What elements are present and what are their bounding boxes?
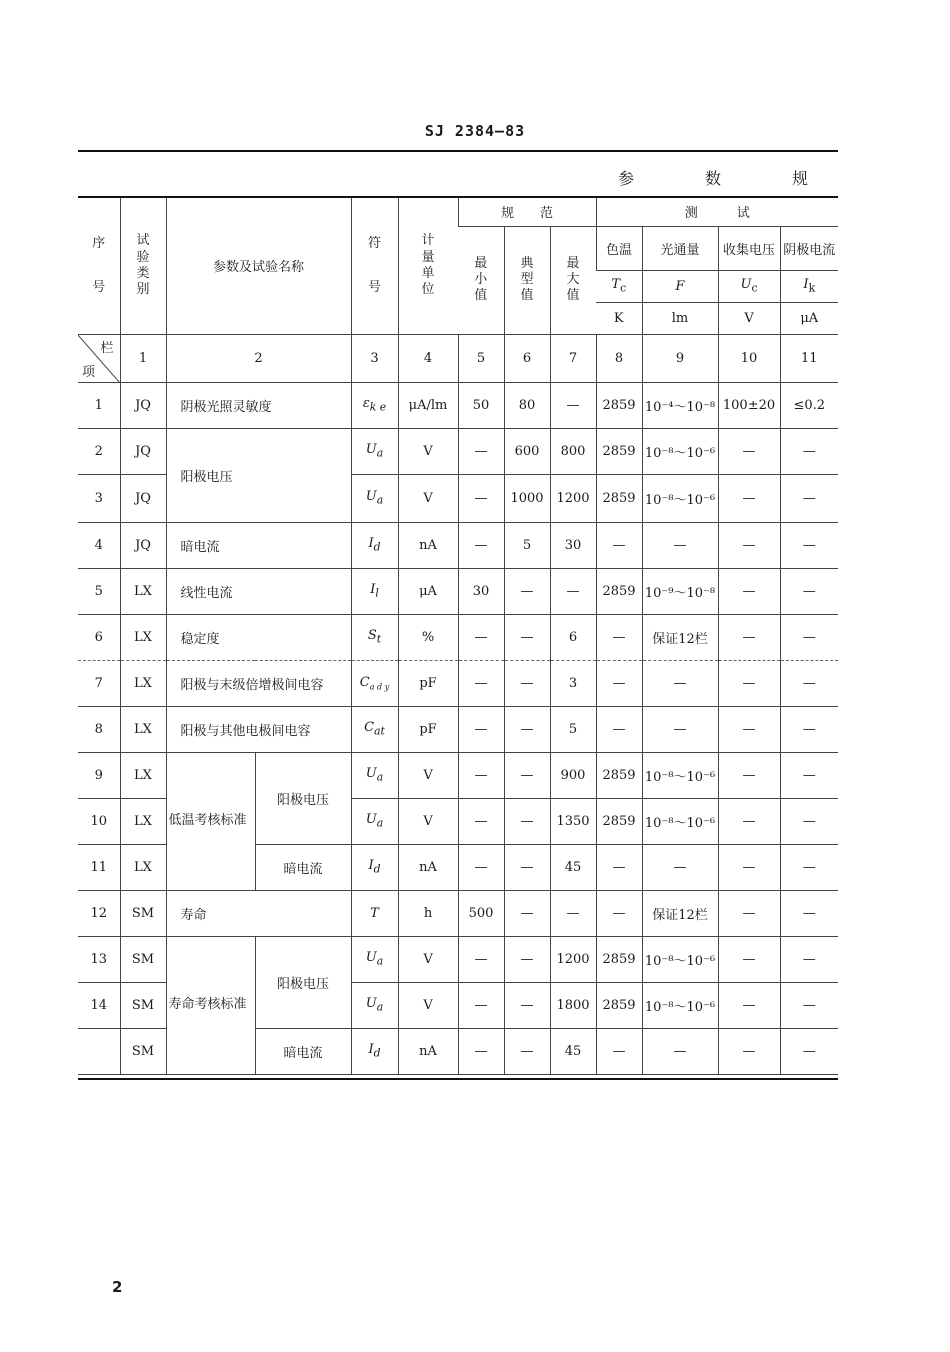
symbol-subscript: a — [376, 816, 384, 830]
luminous-flux-symbol — [642, 270, 718, 302]
max-value: 3 — [550, 660, 596, 706]
min-header: 最小值 — [458, 226, 504, 334]
unit: pF — [398, 706, 458, 752]
unit: nA — [398, 844, 458, 890]
max-value: 1200 — [550, 936, 596, 982]
table-row — [78, 522, 838, 568]
param-symbol — [351, 660, 398, 706]
column-number: 11 — [780, 334, 838, 382]
max-value: — — [550, 568, 596, 614]
column-number: 2 — [166, 334, 351, 382]
column-item-diagonal-cell — [78, 334, 120, 382]
symbol-subscript: a — [376, 1000, 384, 1014]
row-number: 14 — [78, 982, 120, 1028]
luminous-flux-value: 10⁻⁸～10⁻⁶ — [642, 798, 718, 844]
column-number: 1 — [120, 334, 166, 382]
collector-voltage-value: — — [718, 568, 780, 614]
symbol-letter: ε — [362, 396, 370, 412]
spec-header: 规 范 — [458, 198, 596, 226]
param-name: 阳极与其他电极间电容 — [166, 706, 351, 752]
param-symbol — [351, 474, 398, 522]
symbol-subscript: a — [376, 770, 384, 784]
typ-value: — — [504, 568, 550, 614]
symbol-subscript: d — [373, 862, 381, 876]
min-value: — — [458, 752, 504, 798]
seq-header-char: 号 — [92, 279, 106, 295]
cathode-current-value: — — [780, 1028, 838, 1074]
min-value: — — [458, 522, 504, 568]
param-symbol — [351, 752, 398, 798]
color-temp-value: — — [596, 660, 642, 706]
collector-voltage-value: — — [718, 936, 780, 982]
luminous-flux-value: 10⁻⁸～10⁻⁶ — [642, 428, 718, 474]
collector-voltage-value: — — [718, 752, 780, 798]
symbol-letter: I — [368, 858, 374, 874]
symbol-letter: T — [370, 905, 379, 921]
collector-voltage-value: — — [718, 982, 780, 1028]
unit: % — [398, 614, 458, 660]
unit: h — [398, 890, 458, 936]
luminous-flux-value: 10⁻⁸～10⁻⁶ — [642, 474, 718, 522]
column-number: 6 — [504, 334, 550, 382]
max-value: — — [550, 382, 596, 428]
collector-voltage-value: 100±20 — [718, 382, 780, 428]
column-number: 9 — [642, 334, 718, 382]
max-value: 30 — [550, 522, 596, 568]
typ-value: — — [504, 706, 550, 752]
test-type: JQ — [120, 522, 166, 568]
typ-value: — — [504, 1028, 550, 1074]
column-number-row — [78, 334, 838, 382]
luminous-flux-value: 10⁻⁹～10⁻⁸ — [642, 568, 718, 614]
row-number: 7 — [78, 660, 120, 706]
unit: V — [398, 428, 458, 474]
min-value: — — [458, 660, 504, 706]
test-type: LX — [120, 844, 166, 890]
luminous-flux-value: 保证12栏 — [642, 614, 718, 660]
collector-voltage-symbol — [718, 270, 780, 302]
luminous-flux-value: — — [642, 844, 718, 890]
color-temp-header: 色温 — [596, 226, 642, 270]
unit: V — [398, 798, 458, 844]
symbol-letter: C — [364, 720, 375, 736]
symbol-header — [351, 198, 398, 334]
luminous-flux-value: 10⁻⁸～10⁻⁶ — [642, 982, 718, 1028]
luminous-flux-value: 10⁻⁴～10⁻⁸ — [642, 382, 718, 428]
symbol-letter: I — [803, 277, 809, 293]
column-number: 4 — [398, 334, 458, 382]
table-row — [78, 936, 838, 982]
typ-value: 1000 — [504, 474, 550, 522]
column-number: 8 — [596, 334, 642, 382]
unit: V — [398, 936, 458, 982]
color-temp-value: — — [596, 890, 642, 936]
test-type: LX — [120, 568, 166, 614]
test-type-header: 试验类别 — [120, 198, 166, 334]
symbol-subscript: t — [376, 632, 382, 646]
param-symbol — [351, 522, 398, 568]
max-value: 1800 — [550, 982, 596, 1028]
min-value: — — [458, 982, 504, 1028]
seq-header — [78, 198, 120, 334]
sub-param-name: 阳极电压 — [255, 936, 351, 1028]
param-symbol — [351, 1028, 398, 1074]
unit: nA — [398, 522, 458, 568]
cathode-current-header: 阴极电流 — [780, 226, 838, 270]
row-number — [78, 1028, 120, 1074]
min-value: — — [458, 706, 504, 752]
unit: nA — [398, 1028, 458, 1074]
typ-value: — — [504, 752, 550, 798]
color-temp-value: — — [596, 844, 642, 890]
band-char: 参 — [618, 169, 635, 188]
collector-voltage-value: — — [718, 890, 780, 936]
color-temp-value: 2859 — [596, 936, 642, 982]
max-value: — — [550, 890, 596, 936]
typ-header: 典型值 — [504, 226, 550, 334]
test-type: JQ — [120, 428, 166, 474]
collector-voltage-value: — — [718, 614, 780, 660]
sub-param-name: 暗电流 — [255, 844, 351, 890]
symbol-subscript: l — [375, 586, 379, 600]
min-value: — — [458, 474, 504, 522]
color-temp-value: 2859 — [596, 798, 642, 844]
column-number: 5 — [458, 334, 504, 382]
cathode-current-value: — — [780, 752, 838, 798]
symbol-subscript: k e — [369, 400, 387, 414]
column-number: 10 — [718, 334, 780, 382]
color-temp-value: — — [596, 1028, 642, 1074]
unit: V — [398, 982, 458, 1028]
typ-value: — — [504, 982, 550, 1028]
table-row — [78, 706, 838, 752]
parameter-spec-table — [78, 198, 838, 1075]
symbol-letter: F — [675, 278, 685, 294]
min-value: — — [458, 1028, 504, 1074]
table-row — [78, 660, 838, 706]
unit-header: 计量单位 — [398, 198, 458, 334]
diagonal-label-column: 栏 — [100, 340, 114, 356]
symbol-subscript: at — [374, 724, 385, 738]
sub-param-name: 阳极电压 — [255, 752, 351, 844]
param-symbol — [351, 428, 398, 474]
test-type: SM — [120, 890, 166, 936]
typ-value: — — [504, 614, 550, 660]
param-symbol — [351, 936, 398, 982]
color-temp-symbol — [596, 270, 642, 302]
header-rule — [78, 150, 838, 152]
symbol-letter: I — [368, 536, 374, 552]
min-value: — — [458, 614, 504, 660]
typ-value: — — [504, 936, 550, 982]
unit: pF — [398, 660, 458, 706]
typ-value: — — [504, 890, 550, 936]
test-type: SM — [120, 1028, 166, 1074]
sub-param-name: 暗电流 — [255, 1028, 351, 1074]
table-row — [78, 428, 838, 474]
symbol-subscript: c — [620, 281, 627, 295]
param-name: 线性电流 — [166, 568, 351, 614]
test-type: JQ — [120, 382, 166, 428]
collector-voltage-value: — — [718, 522, 780, 568]
cathode-current-value: — — [780, 936, 838, 982]
typ-value: 5 — [504, 522, 550, 568]
header-row-1 — [78, 198, 838, 226]
test-header: 测 试 — [596, 198, 838, 226]
symbol-letter: U — [365, 996, 377, 1012]
cathode-current-value: — — [780, 660, 838, 706]
max-value: 5 — [550, 706, 596, 752]
collector-voltage-value: — — [718, 428, 780, 474]
seq-header-char: 序 — [92, 235, 106, 251]
document-code: SJ 2384—83 — [424, 122, 526, 140]
collector-voltage-value: — — [718, 660, 780, 706]
max-value: 900 — [550, 752, 596, 798]
table-row — [78, 568, 838, 614]
row-number: 3 — [78, 474, 120, 522]
cathode-current-value: — — [780, 844, 838, 890]
row-number: 4 — [78, 522, 120, 568]
symbol-subscript: d — [373, 1046, 381, 1060]
table-bottom-rule — [78, 1078, 838, 1080]
table-row — [78, 382, 838, 428]
max-value: 45 — [550, 1028, 596, 1074]
luminous-flux-header: 光通量 — [642, 226, 718, 270]
table-row — [78, 614, 838, 660]
cathode-current-value: — — [780, 568, 838, 614]
param-name: 阳极电压 — [166, 428, 351, 522]
row-number: 5 — [78, 568, 120, 614]
cathode-current-value: — — [780, 428, 838, 474]
symbol-letter: U — [365, 950, 377, 966]
collector-voltage-value: — — [718, 844, 780, 890]
color-temp-value: 2859 — [596, 382, 642, 428]
typ-value: — — [504, 844, 550, 890]
symbol-letter: U — [365, 812, 377, 828]
unit: V — [398, 752, 458, 798]
typ-value: — — [504, 660, 550, 706]
param-name: 稳定度 — [166, 614, 351, 660]
cathode-current-value: — — [780, 798, 838, 844]
param-symbol — [351, 614, 398, 660]
luminous-flux-value: 10⁻⁸～10⁻⁶ — [642, 752, 718, 798]
param-name: 阳极与末级倍增极间电容 — [166, 660, 351, 706]
symbol-subscript: a — [376, 954, 384, 968]
typ-value: — — [504, 798, 550, 844]
symbol-subscript: a — [376, 446, 384, 460]
row-number: 12 — [78, 890, 120, 936]
max-header: 最大值 — [550, 226, 596, 334]
symbol-subscript: d — [373, 540, 381, 554]
diagonal-label-item: 项 — [82, 364, 96, 380]
band-char: 数 — [704, 169, 721, 188]
param-name: 阴极光照灵敏度 — [166, 382, 351, 428]
cathode-current-unit: μA — [780, 302, 838, 334]
symbol-letter: I — [370, 582, 376, 598]
group-name: 寿命考核标准 — [166, 936, 255, 1074]
symbol-subscript: a — [376, 493, 384, 507]
color-temp-value: 2859 — [596, 474, 642, 522]
symbol-letter: U — [740, 277, 752, 293]
luminous-flux-value: 10⁻⁸～10⁻⁶ — [642, 936, 718, 982]
symbol-subscript: k — [808, 281, 816, 295]
param-symbol — [351, 568, 398, 614]
test-type: SM — [120, 936, 166, 982]
min-value: 30 — [458, 568, 504, 614]
param-symbol — [351, 890, 398, 936]
max-value: 6 — [550, 614, 596, 660]
unit: μA/lm — [398, 382, 458, 428]
row-number: 13 — [78, 936, 120, 982]
cathode-current-value: — — [780, 522, 838, 568]
luminous-flux-value: — — [642, 1028, 718, 1074]
cathode-current-value: ≤0.2 — [780, 382, 838, 428]
parameter-spec-band-title — [598, 166, 838, 190]
symbol-header-char: 符 — [368, 235, 382, 251]
symbol-letter: U — [365, 442, 377, 458]
table-row — [78, 890, 838, 936]
color-temp-value: 2859 — [596, 752, 642, 798]
collector-voltage-value: — — [718, 798, 780, 844]
symbol-letter: T — [611, 277, 621, 293]
param-name: 暗电流 — [166, 522, 351, 568]
min-value: — — [458, 936, 504, 982]
max-value: 45 — [550, 844, 596, 890]
luminous-flux-value: — — [642, 660, 718, 706]
collector-voltage-unit: V — [718, 302, 780, 334]
test-type: LX — [120, 798, 166, 844]
band-char: 规 — [791, 169, 808, 188]
param-name-header: 参数及试验名称 — [166, 198, 351, 334]
row-number: 2 — [78, 428, 120, 474]
group-name: 低温考核标准 — [166, 752, 255, 890]
test-type: LX — [120, 706, 166, 752]
collector-voltage-header: 收集电压 — [718, 226, 780, 270]
row-number: 8 — [78, 706, 120, 752]
symbol-letter: I — [368, 1042, 374, 1058]
collector-voltage-value: — — [718, 1028, 780, 1074]
test-type: LX — [120, 752, 166, 798]
symbol-letter: S — [367, 628, 377, 644]
color-temp-value: — — [596, 522, 642, 568]
row-number: 10 — [78, 798, 120, 844]
color-temp-value: 2859 — [596, 428, 642, 474]
luminous-flux-unit: lm — [642, 302, 718, 334]
color-temp-value: 2859 — [596, 568, 642, 614]
typ-value: 80 — [504, 382, 550, 428]
row-number: 1 — [78, 382, 120, 428]
cathode-current-value: — — [780, 890, 838, 936]
max-value: 800 — [550, 428, 596, 474]
cathode-current-value: — — [780, 706, 838, 752]
test-type: LX — [120, 614, 166, 660]
color-temp-unit: K — [596, 302, 642, 334]
test-type: LX — [120, 660, 166, 706]
luminous-flux-value: — — [642, 522, 718, 568]
row-number: 11 — [78, 844, 120, 890]
param-symbol — [351, 844, 398, 890]
param-name: 寿命 — [166, 890, 351, 936]
cathode-current-symbol — [780, 270, 838, 302]
test-type: SM — [120, 982, 166, 1028]
luminous-flux-value: — — [642, 706, 718, 752]
symbol-letter: U — [365, 489, 377, 505]
min-value: 50 — [458, 382, 504, 428]
row-number: 9 — [78, 752, 120, 798]
unit: V — [398, 474, 458, 522]
max-value: 1350 — [550, 798, 596, 844]
cathode-current-value: — — [780, 614, 838, 660]
min-value: — — [458, 844, 504, 890]
typ-value: 600 — [504, 428, 550, 474]
min-value: 500 — [458, 890, 504, 936]
collector-voltage-value: — — [718, 474, 780, 522]
test-type: JQ — [120, 474, 166, 522]
param-symbol — [351, 798, 398, 844]
symbol-subscript: c — [751, 281, 758, 295]
color-temp-value: — — [596, 614, 642, 660]
max-value: 1200 — [550, 474, 596, 522]
symbol-header-char: 号 — [368, 279, 382, 295]
symbol-subscript: a d y — [369, 682, 390, 692]
color-temp-value: — — [596, 706, 642, 752]
unit: μA — [398, 568, 458, 614]
param-symbol — [351, 982, 398, 1028]
cathode-current-value: — — [780, 982, 838, 1028]
column-number: 3 — [351, 334, 398, 382]
min-value: — — [458, 798, 504, 844]
symbol-letter: U — [365, 766, 377, 782]
page-number: 2 — [112, 1278, 123, 1296]
color-temp-value: 2859 — [596, 982, 642, 1028]
row-number: 6 — [78, 614, 120, 660]
param-symbol — [351, 382, 398, 428]
luminous-flux-value: 保证12栏 — [642, 890, 718, 936]
cathode-current-value: — — [780, 474, 838, 522]
collector-voltage-value: — — [718, 706, 780, 752]
table-row — [78, 752, 838, 798]
symbol-letter: C — [359, 674, 370, 690]
min-value: — — [458, 428, 504, 474]
param-symbol — [351, 706, 398, 752]
column-number: 7 — [550, 334, 596, 382]
